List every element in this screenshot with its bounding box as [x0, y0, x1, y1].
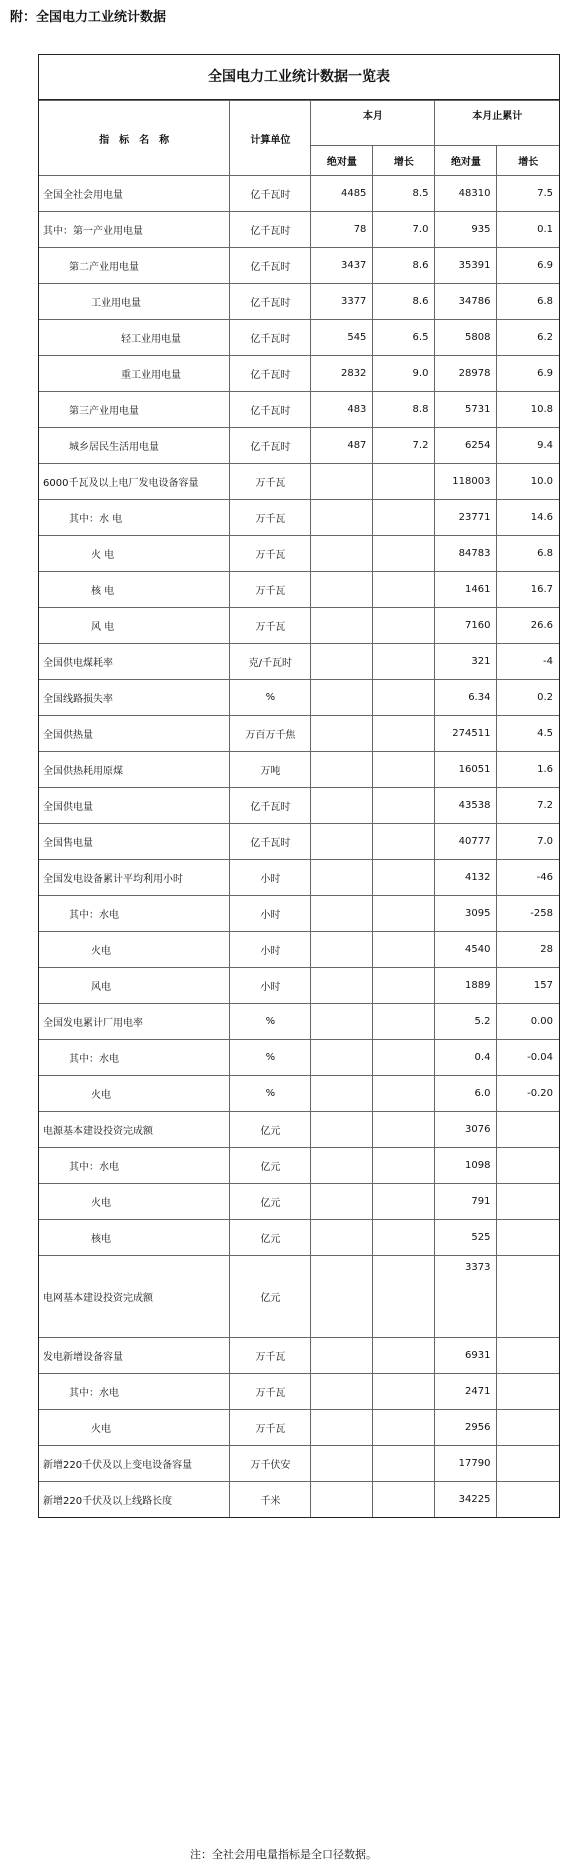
- row-unit: 万千瓦: [230, 1410, 311, 1446]
- row-cumulative-growth: 6.9: [497, 356, 559, 392]
- row-name: 发电新增设备容量: [39, 1338, 230, 1374]
- row-cumulative-absolute: 3095: [435, 896, 497, 932]
- table-row: [39, 536, 559, 572]
- row-month-growth: [373, 1184, 435, 1220]
- row-unit: 小时: [230, 932, 311, 968]
- row-unit: 万千伏安: [230, 1446, 311, 1482]
- row-unit: 万千瓦: [230, 464, 311, 500]
- row-cumulative-growth: 14.6: [497, 500, 559, 536]
- row-month-absolute: [311, 1256, 373, 1338]
- row-cumulative-growth: 0.00: [497, 1004, 559, 1040]
- row-unit: 亿千瓦时: [230, 392, 311, 428]
- row-cumulative-growth: 16.7: [497, 572, 559, 608]
- row-unit: 万百万千焦: [230, 716, 311, 752]
- row-cumulative-absolute: 4540: [435, 932, 497, 968]
- row-month-absolute: [311, 608, 373, 644]
- row-cumulative-growth: 1.6: [497, 752, 559, 788]
- row-cumulative-absolute: 17790: [435, 1446, 497, 1482]
- table-row: [39, 968, 559, 1004]
- table-row: [39, 248, 559, 284]
- row-cumulative-growth: [497, 1184, 559, 1220]
- row-name: 轻工业用电量: [39, 320, 230, 356]
- row-unit: 亿千瓦时: [230, 824, 311, 860]
- row-month-growth: [373, 464, 435, 500]
- row-unit: 亿元: [230, 1220, 311, 1256]
- row-unit: 万千瓦: [230, 1338, 311, 1374]
- row-cumulative-absolute: 935: [435, 212, 497, 248]
- table-row: [39, 1256, 559, 1338]
- row-month-absolute: [311, 536, 373, 572]
- stats-table-frame: [38, 54, 560, 1518]
- row-cumulative-absolute: 7160: [435, 608, 497, 644]
- header-month-growth: 增长: [373, 146, 435, 176]
- row-month-absolute: [311, 968, 373, 1004]
- row-cumulative-absolute: 5.2: [435, 1004, 497, 1040]
- row-cumulative-absolute: 3076: [435, 1112, 497, 1148]
- footnote: 注：全社会用电量指标是全口径数据。: [190, 1848, 377, 1861]
- row-month-absolute: [311, 1220, 373, 1256]
- row-cumulative-growth: [497, 1148, 559, 1184]
- row-month-growth: [373, 536, 435, 572]
- row-unit: %: [230, 1004, 311, 1040]
- row-unit: 万吨: [230, 752, 311, 788]
- row-month-absolute: [311, 860, 373, 896]
- row-cumulative-absolute: 1098: [435, 1148, 497, 1184]
- row-name: 其中：水电: [39, 1040, 230, 1076]
- row-cumulative-absolute: 48310: [435, 176, 497, 212]
- header-month-absolute: 绝对量: [311, 146, 373, 176]
- header-cumulative-absolute: 绝对量: [435, 146, 497, 176]
- table-row: [39, 824, 559, 860]
- table-row: [39, 572, 559, 608]
- row-month-absolute: [311, 1184, 373, 1220]
- row-month-absolute: [311, 932, 373, 968]
- table-row: [39, 320, 559, 356]
- table-row: [39, 1446, 559, 1482]
- row-name: 重工业用电量: [39, 356, 230, 392]
- row-month-growth: [373, 752, 435, 788]
- row-cumulative-absolute: 6.34: [435, 680, 497, 716]
- row-month-growth: [373, 1410, 435, 1446]
- row-month-absolute: [311, 680, 373, 716]
- row-cumulative-growth: 157: [497, 968, 559, 1004]
- row-cumulative-growth: [497, 1374, 559, 1410]
- row-cumulative-growth: 6.9: [497, 248, 559, 284]
- row-cumulative-growth: 26.6: [497, 608, 559, 644]
- row-month-growth: [373, 1076, 435, 1112]
- table-row: [39, 1374, 559, 1410]
- row-cumulative-growth: [497, 1220, 559, 1256]
- table-row: [39, 1220, 559, 1256]
- table-row: [39, 1004, 559, 1040]
- row-name: 电源基本建设投资完成额: [39, 1112, 230, 1148]
- row-name: 全国售电量: [39, 824, 230, 860]
- row-unit: %: [230, 1040, 311, 1076]
- table-row: [39, 284, 559, 320]
- header-month: 本月: [311, 101, 435, 146]
- row-name: 其中：水电: [39, 896, 230, 932]
- row-cumulative-absolute: 0.4: [435, 1040, 497, 1076]
- row-month-absolute: 3437: [311, 248, 373, 284]
- row-month-growth: [373, 1004, 435, 1040]
- row-cumulative-growth: -4: [497, 644, 559, 680]
- row-unit: 亿千瓦时: [230, 176, 311, 212]
- row-month-growth: [373, 1374, 435, 1410]
- row-cumulative-absolute: 34225: [435, 1482, 497, 1518]
- row-month-absolute: [311, 572, 373, 608]
- row-cumulative-growth: 10.8: [497, 392, 559, 428]
- row-month-growth: 6.5: [373, 320, 435, 356]
- row-name: 核电: [39, 1220, 230, 1256]
- row-cumulative-absolute: 84783: [435, 536, 497, 572]
- row-unit: 克/千瓦时: [230, 644, 311, 680]
- row-cumulative-growth: 7.2: [497, 788, 559, 824]
- row-month-growth: [373, 1338, 435, 1374]
- row-name: 全国供热耗用原煤: [39, 752, 230, 788]
- row-month-absolute: 487: [311, 428, 373, 464]
- table-row: [39, 1410, 559, 1446]
- row-month-growth: [373, 860, 435, 896]
- row-name: 其中：第一产业用电量: [39, 212, 230, 248]
- row-unit: %: [230, 680, 311, 716]
- row-name: 核 电: [39, 572, 230, 608]
- table-row: [39, 644, 559, 680]
- table-row: [39, 932, 559, 968]
- row-month-growth: [373, 1148, 435, 1184]
- row-month-absolute: 78: [311, 212, 373, 248]
- row-name: 6000千瓦及以上电厂发电设备容量: [39, 464, 230, 500]
- row-month-growth: [373, 572, 435, 608]
- row-month-growth: [373, 896, 435, 932]
- row-month-growth: 8.8: [373, 392, 435, 428]
- row-cumulative-growth: 0.2: [497, 680, 559, 716]
- row-month-growth: [373, 1446, 435, 1482]
- row-cumulative-growth: 4.5: [497, 716, 559, 752]
- table-row: [39, 608, 559, 644]
- row-unit: 亿千瓦时: [230, 212, 311, 248]
- row-cumulative-absolute: 6254: [435, 428, 497, 464]
- row-month-absolute: [311, 1374, 373, 1410]
- row-month-growth: 8.6: [373, 248, 435, 284]
- row-month-absolute: [311, 896, 373, 932]
- row-cumulative-growth: 0.1: [497, 212, 559, 248]
- row-cumulative-absolute: 321: [435, 644, 497, 680]
- row-month-absolute: [311, 1112, 373, 1148]
- row-month-growth: [373, 680, 435, 716]
- row-name: 全国线路损失率: [39, 680, 230, 716]
- row-cumulative-absolute: 3373: [435, 1256, 497, 1338]
- row-cumulative-absolute: 118003: [435, 464, 497, 500]
- table-row: [39, 212, 559, 248]
- row-cumulative-absolute: 6931: [435, 1338, 497, 1374]
- table-row: [39, 860, 559, 896]
- row-month-absolute: [311, 500, 373, 536]
- row-month-growth: [373, 1040, 435, 1076]
- row-name: 其中：水电: [39, 1374, 230, 1410]
- row-cumulative-absolute: 34786: [435, 284, 497, 320]
- row-month-growth: 8.5: [373, 176, 435, 212]
- row-unit: 亿元: [230, 1184, 311, 1220]
- row-cumulative-absolute: 5731: [435, 392, 497, 428]
- row-unit: 亿元: [230, 1148, 311, 1184]
- row-cumulative-absolute: 525: [435, 1220, 497, 1256]
- row-cumulative-growth: 7.5: [497, 176, 559, 212]
- row-month-absolute: [311, 752, 373, 788]
- row-cumulative-growth: 6.8: [497, 536, 559, 572]
- row-unit: 小时: [230, 896, 311, 932]
- row-unit: 亿千瓦时: [230, 248, 311, 284]
- row-month-absolute: [311, 1410, 373, 1446]
- row-cumulative-absolute: 4132: [435, 860, 497, 896]
- row-name: 新增220千伏及以上线路长度: [39, 1482, 230, 1518]
- row-cumulative-absolute: 791: [435, 1184, 497, 1220]
- row-month-growth: [373, 968, 435, 1004]
- table-row: [39, 356, 559, 392]
- row-month-growth: [373, 932, 435, 968]
- row-name: 城乡居民生活用电量: [39, 428, 230, 464]
- row-month-absolute: [311, 1004, 373, 1040]
- table-row: [39, 1482, 559, 1518]
- table-row: [39, 1148, 559, 1184]
- row-unit: 万千瓦: [230, 536, 311, 572]
- row-unit: 万千瓦: [230, 500, 311, 536]
- header-cumulative: 本月止累计: [435, 101, 559, 146]
- row-cumulative-absolute: 23771: [435, 500, 497, 536]
- row-month-absolute: [311, 1040, 373, 1076]
- row-name: 全国供热量: [39, 716, 230, 752]
- row-cumulative-absolute: 35391: [435, 248, 497, 284]
- table-row: [39, 1184, 559, 1220]
- row-cumulative-absolute: 274511: [435, 716, 497, 752]
- row-cumulative-growth: 9.4: [497, 428, 559, 464]
- row-name: 风 电: [39, 608, 230, 644]
- table-row: [39, 392, 559, 428]
- row-cumulative-growth: [497, 1256, 559, 1338]
- row-name: 其中：水 电: [39, 500, 230, 536]
- row-month-absolute: [311, 1338, 373, 1374]
- row-name: 火电: [39, 932, 230, 968]
- row-name: 全国供电煤耗率: [39, 644, 230, 680]
- row-month-absolute: 545: [311, 320, 373, 356]
- row-month-growth: [373, 644, 435, 680]
- row-name: 其中：水电: [39, 1148, 230, 1184]
- row-unit: 亿元: [230, 1256, 311, 1338]
- row-month-growth: [373, 1482, 435, 1518]
- row-name: 风电: [39, 968, 230, 1004]
- row-month-growth: 9.0: [373, 356, 435, 392]
- row-name: 第三产业用电量: [39, 392, 230, 428]
- row-month-growth: [373, 1220, 435, 1256]
- row-month-absolute: [311, 1446, 373, 1482]
- row-name: 火电: [39, 1410, 230, 1446]
- table-row: [39, 176, 559, 212]
- row-unit: 万千瓦: [230, 608, 311, 644]
- row-month-absolute: 4485: [311, 176, 373, 212]
- header-cumulative-growth: 增长: [497, 146, 559, 176]
- row-cumulative-absolute: 28978: [435, 356, 497, 392]
- row-cumulative-absolute: 2956: [435, 1410, 497, 1446]
- row-name: 全国发电设备累计平均利用小时: [39, 860, 230, 896]
- row-cumulative-growth: [497, 1446, 559, 1482]
- row-unit: 万千瓦: [230, 572, 311, 608]
- row-cumulative-absolute: 43538: [435, 788, 497, 824]
- row-month-growth: [373, 716, 435, 752]
- table-row: [39, 1112, 559, 1148]
- header-row: [39, 101, 559, 146]
- row-name: 电网基本建设投资完成额: [39, 1256, 230, 1338]
- stats-table: [39, 100, 559, 1517]
- row-month-growth: [373, 500, 435, 536]
- table-row: [39, 500, 559, 536]
- table-row: [39, 680, 559, 716]
- row-month-growth: [373, 608, 435, 644]
- row-cumulative-growth: -46: [497, 860, 559, 896]
- row-month-absolute: [311, 1076, 373, 1112]
- row-month-growth: [373, 1256, 435, 1338]
- header-name: 指 标 名 称: [39, 101, 230, 176]
- row-name: 全国全社会用电量: [39, 176, 230, 212]
- row-name: 工业用电量: [39, 284, 230, 320]
- row-month-absolute: 3377: [311, 284, 373, 320]
- row-unit: 小时: [230, 860, 311, 896]
- row-name: 第二产业用电量: [39, 248, 230, 284]
- row-name: 火 电: [39, 536, 230, 572]
- row-name: 火电: [39, 1076, 230, 1112]
- row-month-absolute: [311, 464, 373, 500]
- row-cumulative-absolute: 5808: [435, 320, 497, 356]
- row-cumulative-absolute: 1461: [435, 572, 497, 608]
- row-month-absolute: [311, 1148, 373, 1184]
- row-name: 全国供电量: [39, 788, 230, 824]
- row-cumulative-growth: 28: [497, 932, 559, 968]
- row-cumulative-growth: 6.2: [497, 320, 559, 356]
- row-cumulative-growth: 6.8: [497, 284, 559, 320]
- row-cumulative-absolute: 6.0: [435, 1076, 497, 1112]
- row-cumulative-absolute: 16051: [435, 752, 497, 788]
- table-row: [39, 752, 559, 788]
- row-month-absolute: [311, 1482, 373, 1518]
- row-month-growth: 7.0: [373, 212, 435, 248]
- row-cumulative-growth: -258: [497, 896, 559, 932]
- row-name: 火电: [39, 1184, 230, 1220]
- table-row: [39, 896, 559, 932]
- row-name: 全国发电累计厂用电率: [39, 1004, 230, 1040]
- table-row: [39, 788, 559, 824]
- row-unit: 亿千瓦时: [230, 428, 311, 464]
- row-cumulative-absolute: 40777: [435, 824, 497, 860]
- table-title: 全国电力工业统计数据一览表: [39, 55, 559, 100]
- row-month-growth: [373, 788, 435, 824]
- row-cumulative-growth: -0.04: [497, 1040, 559, 1076]
- row-unit: 亿千瓦时: [230, 788, 311, 824]
- row-cumulative-absolute: 1889: [435, 968, 497, 1004]
- row-cumulative-growth: [497, 1112, 559, 1148]
- row-unit: 亿千瓦时: [230, 284, 311, 320]
- row-cumulative-growth: [497, 1482, 559, 1518]
- table-row: [39, 716, 559, 752]
- table-row: [39, 428, 559, 464]
- row-month-growth: [373, 824, 435, 860]
- row-unit: 万千瓦: [230, 1374, 311, 1410]
- row-month-absolute: [311, 644, 373, 680]
- row-month-growth: [373, 1112, 435, 1148]
- table-row: [39, 1040, 559, 1076]
- table-row: [39, 1338, 559, 1374]
- row-month-growth: 7.2: [373, 428, 435, 464]
- row-cumulative-growth: 7.0: [497, 824, 559, 860]
- row-name: 新增220千伏及以上变电设备容量: [39, 1446, 230, 1482]
- row-cumulative-growth: [497, 1338, 559, 1374]
- row-unit: 亿元: [230, 1112, 311, 1148]
- row-cumulative-growth: -0.20: [497, 1076, 559, 1112]
- row-month-absolute: [311, 824, 373, 860]
- row-month-absolute: [311, 716, 373, 752]
- row-unit: 亿千瓦时: [230, 320, 311, 356]
- row-unit: %: [230, 1076, 311, 1112]
- row-unit: 亿千瓦时: [230, 356, 311, 392]
- row-month-absolute: [311, 788, 373, 824]
- row-month-absolute: 483: [311, 392, 373, 428]
- row-cumulative-absolute: 2471: [435, 1374, 497, 1410]
- header-unit: 计算单位: [230, 101, 311, 176]
- row-unit: 小时: [230, 968, 311, 1004]
- document-heading: 附：全国电力工业统计数据: [10, 10, 167, 25]
- row-cumulative-growth: [497, 1410, 559, 1446]
- row-month-growth: 8.6: [373, 284, 435, 320]
- table-row: [39, 1076, 559, 1112]
- row-cumulative-growth: 10.0: [497, 464, 559, 500]
- row-unit: 千米: [230, 1482, 311, 1518]
- row-month-absolute: 2832: [311, 356, 373, 392]
- table-row: [39, 464, 559, 500]
